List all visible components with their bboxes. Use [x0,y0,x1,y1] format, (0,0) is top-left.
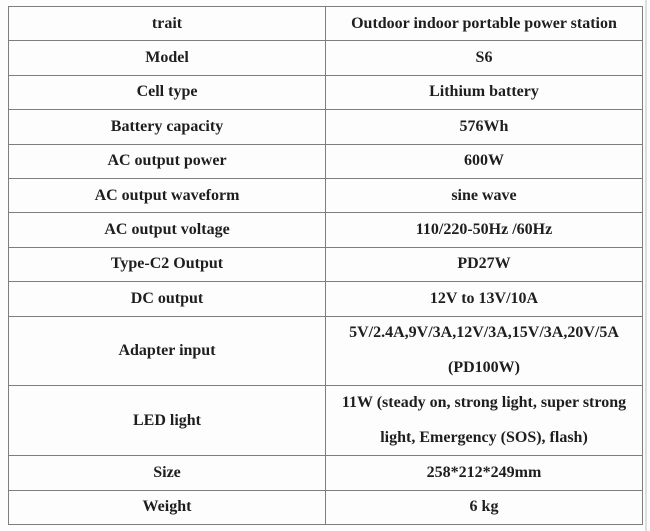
spec-value-cell [326,456,643,490]
table-row-weight [9,490,643,525]
spec-value: Outdoor indoor portable power station [351,14,617,32]
spec-value-line-1: 11W (steady on, strong light, super strong [341,394,627,412]
spec-value: 600W [464,152,504,170]
spec-label: Model [145,49,189,67]
spec-label-cell [9,316,326,386]
spec-value-line-2: (PD100W) [448,359,520,377]
spec-label-cell [9,178,326,212]
spec-value-cell [326,213,643,247]
table-row-dc-output [9,282,643,316]
spec-value-cell [326,386,643,456]
spec-label: Size [153,463,181,481]
spec-label-cell [9,144,326,178]
spec-value: 6 kg [469,498,499,516]
spec-value-cell [326,110,643,144]
spec-value-cell [326,178,643,212]
spec-label: Cell type [136,83,198,101]
table-row-battery-capacity [9,110,643,144]
spec-label-cell [9,490,326,525]
spec-label-cell [9,386,326,456]
spec-label-cell [9,456,326,490]
spec-value-cell [326,41,643,75]
spec-label-cell [9,247,326,281]
spec-value: S6 [475,49,493,67]
spec-value: Lithium battery [429,83,539,101]
spec-label-cell [9,213,326,247]
spec-label: Adapter input [118,341,216,359]
spec-label: trait [151,14,183,32]
spec-value-line-2: light, Emergency (SOS), flash) [380,429,588,447]
spec-label-cell [9,41,326,75]
spec-label: Weight [142,498,192,516]
table-row-cell-type [9,75,643,109]
spec-value: PD27W [457,255,511,273]
spec-value-cell [326,144,643,178]
spec-label: Battery capacity [110,117,224,135]
spec-label-cell [9,282,326,316]
spec-label-cell [9,7,326,41]
spec-value-line-1: 5V/2.4A,9V/3A,12V/3A,15V/3A,20V/5A [349,324,619,342]
spec-value-cell [326,490,643,525]
spec-value-cell [326,7,643,41]
spec-value-cell [326,75,643,109]
page-edge-artifact [645,0,647,531]
spec-value-cell [326,282,643,316]
table-row-size [9,456,643,490]
spec-value: 110/220-50Hz /60Hz [415,221,553,239]
spec-value: 576Wh [459,117,509,135]
spec-label-cell [9,75,326,109]
spec-value: 12V to 13V/10A [429,289,539,307]
table-row-adapter-input [9,316,643,386]
spec-label: AC output power [107,152,227,170]
spec-value-cell [326,247,643,281]
spec-table [8,6,643,525]
table-row-ac-output-waveform [9,178,643,212]
spec-value: sine wave [451,186,517,204]
table-row-trait [9,7,643,41]
table-row-type-c2-output [9,247,643,281]
table-row-led-light [9,386,643,456]
spec-table-body [9,7,643,525]
spec-label-cell [9,110,326,144]
table-row-model [9,41,643,75]
spec-label: AC output voltage [104,221,230,239]
spec-value: 258*212*249mm [426,463,542,481]
spec-label: AC output waveform [94,186,240,204]
table-row-ac-output-power [9,144,643,178]
table-row-ac-output-voltage [9,213,643,247]
spec-label: Type-C2 Output [110,255,224,273]
spec-label: LED light [132,411,201,429]
spec-value-cell [326,316,643,386]
spec-label: DC output [130,289,204,307]
